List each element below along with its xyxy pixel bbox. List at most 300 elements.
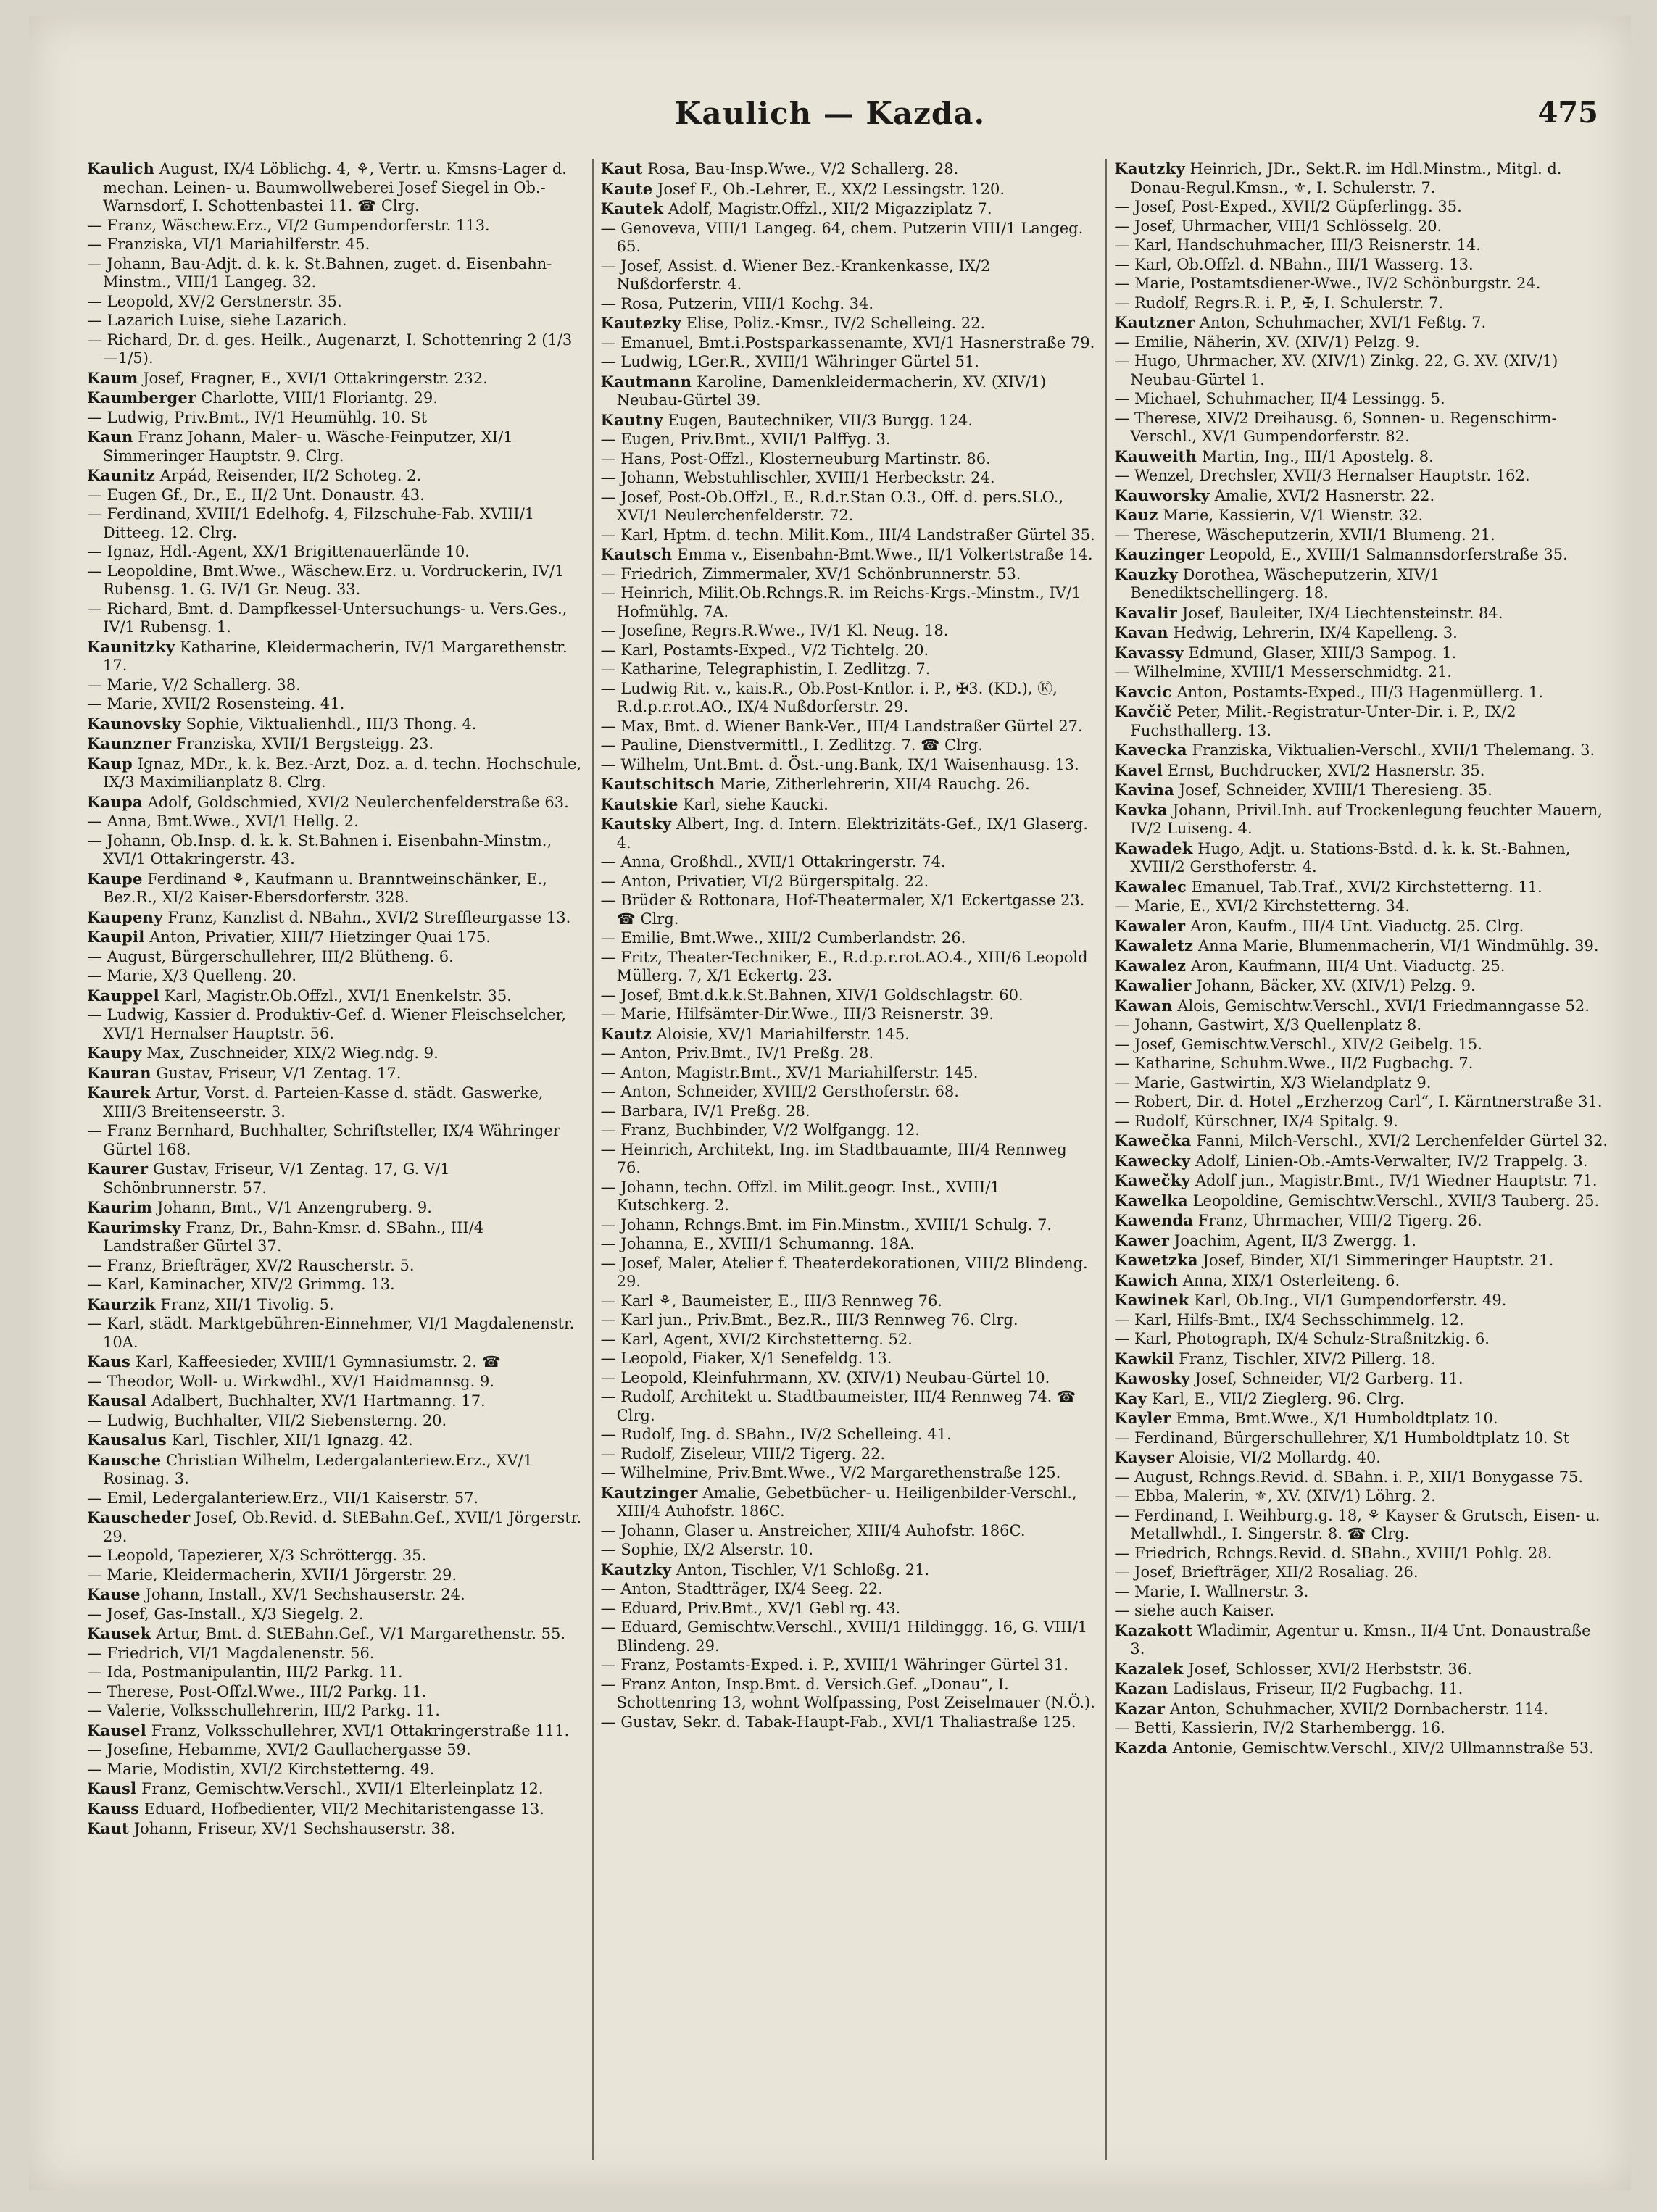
entry-surname: Kaurim (87, 1198, 153, 1216)
directory-entry (87, 812, 582, 831)
directory-page (29, 16, 1631, 2190)
directory-entry (601, 986, 1096, 1005)
entry-surname: Kausl (87, 1779, 137, 1797)
entry-details: Aloisie, VI/2 Mollardg. 40. (1174, 1449, 1381, 1466)
entry-surname: Kause (87, 1585, 141, 1603)
directory-entry (1114, 957, 1609, 976)
entry-details: — Karl, Ob.Offzl. d. NBahn., III/1 Wasserg. 13. (1114, 255, 1474, 273)
entry-details: Emma, Bmt.Wwe., X/1 Humboldtplatz 10. (1171, 1410, 1498, 1427)
entry-details: Josef, Bauleiter, IX/4 Liechtensteinstr. 84. (1177, 604, 1503, 622)
entry-details: — Marie, Gastwirtin, X/3 Wielandplatz 9. (1114, 1073, 1432, 1092)
entry-details: Adalbert, Buchhalter, XV/1 Hartmanng. 17. (146, 1392, 486, 1410)
column-1 (87, 159, 582, 2160)
entry-surname: Kayler (1114, 1409, 1171, 1427)
directory-entry (1114, 294, 1609, 313)
entry-details: — Josef, Post-Exped., XVII/2 Güpferlingg. 35. (1114, 198, 1462, 215)
directory-entry (1114, 545, 1609, 565)
entry-details: Franziska, XVII/1 Bergsteigg. 23. (171, 735, 434, 752)
directory-entry (1114, 623, 1609, 643)
entry-details: Martin, Ing., III/1 Apostelg. 8. (1197, 447, 1434, 465)
entry-surname: Kavassy (1114, 643, 1184, 662)
page-header (29, 96, 1631, 139)
directory-entry (1114, 1719, 1609, 1738)
entry-details: Karl, Ob.Ing., VI/1 Gumpendorferstr. 49. (1189, 1292, 1507, 1309)
entry-surname: Kaute (600, 179, 653, 198)
entry-surname: Kautsky (600, 815, 672, 833)
entry-surname: Kausel (87, 1721, 147, 1739)
directory-entry (1114, 897, 1609, 916)
entry-details: — Wilhelmine, Priv.Bmt.Wwe., V/2 Margarethenstraße 125. (600, 1464, 1061, 1481)
entry-details: — Franz Anton, Insp.Bmt. d. Versich.Gef. „Donau“, I. Schottenring 13, wohnt Wolfpassing, Post Zeiselmauer (N.Ö.). (600, 1675, 1095, 1711)
entry-details: — Josef, Bmt.d.k.k.St.Bahnen, XIV/1 Goldschlagstr. 60. (600, 986, 1023, 1004)
entry-details: Johann, Install., XV/1 Sechshauserstr. 24. (140, 1586, 465, 1603)
entry-surname: Kawer (1114, 1231, 1170, 1250)
directory-entry (601, 1121, 1096, 1140)
directory-entry (1114, 1468, 1609, 1487)
directory-entry (601, 680, 1096, 717)
directory-entry (87, 1585, 582, 1605)
entry-details: — Max, Bmt. d. Wiener Bank-Ver., III/4 Landstraßer Gürtel 27. (600, 717, 1083, 735)
entry-surname: Kaurek (87, 1084, 151, 1102)
directory-entry (87, 1663, 582, 1682)
entry-details: — Josef, Post-Ob.Offzl., E., R.d.r.Stan O.3., Off. d. pers.SLO., XVI/1 Neulerchenfelderstr. 72. (600, 488, 1064, 524)
directory-entry (1114, 526, 1609, 545)
entry-details: — Josef, Gemischtw.Verschl., XIV/2 Geibelg. 15. (1114, 1035, 1482, 1053)
directory-entry (601, 220, 1096, 257)
entry-surname: Kavka (1114, 800, 1168, 819)
directory-entry (87, 1800, 582, 1819)
entry-details: Alois, Gemischtw.Verschl., XVI/1 Friedmanngasse 52. (1172, 997, 1590, 1015)
entry-details: — Katharine, Schuhm.Wwe., II/2 Fugbachg. 7. (1114, 1055, 1474, 1072)
directory-entry (1114, 1507, 1609, 1544)
entry-details: — Anton, Magistr.Bmt., XV/1 Mariahilferstr. 145. (600, 1063, 979, 1081)
entry-details: Aloisie, XV/1 Mariahilferstr. 145. (651, 1025, 910, 1043)
entry-surname: Kaupy (87, 1044, 142, 1062)
columns-container (87, 159, 1609, 2160)
directory-entry (1114, 1074, 1609, 1093)
entry-surname: Kauppel (87, 986, 159, 1005)
entry-surname: Kaurimsky (87, 1218, 181, 1236)
directory-entry (601, 584, 1096, 621)
entry-surname: Kaun (87, 428, 133, 446)
entry-details: — Fritz, Theater-Techniker, E., R.d.p.r.rot.AO.4., XIII/6 Leopold Müllerg. 7, X/1 Eckertg. 23. (600, 948, 1088, 984)
entry-details: Emanuel, Tab.Traf., XVI/2 Kirchstetterng. 11. (1187, 878, 1542, 896)
directory-entry (1114, 1231, 1609, 1251)
directory-entry (1114, 917, 1609, 936)
entry-details: Ernst, Buchdrucker, XVI/2 Hasnerstr. 35. (1163, 761, 1485, 779)
entry-details: Johann, Privil.Inh. auf Trockenlegung feuchter Mauern, IV/2 Luiseng. 4. (1130, 801, 1603, 837)
entry-details: — Rosa, Putzerin, VIII/1 Kochg. 34. (600, 294, 874, 312)
entry-surname: Kawečka (1114, 1131, 1192, 1149)
entry-details: — Karl, Hilfs-Bmt., IX/4 Sechsschimmelg. 12. (1114, 1310, 1464, 1329)
entry-details: — siehe auch Kaiser. (1114, 1602, 1275, 1619)
entry-details: Leopoldine, Gemischtw.Verschl., XVII/3 Tauberg. 25. (1187, 1192, 1600, 1210)
directory-entry (87, 948, 582, 967)
entry-details: Anton, Tischler, V/1 Schloßg. 21. (671, 1560, 930, 1579)
directory-entry (601, 314, 1096, 333)
directory-entry (87, 1779, 582, 1799)
entry-details: — Ebba, Malerin, ⚜, XV. (XIV/1) Löhrg. 2. (1114, 1487, 1436, 1505)
entry-details: — Rudolf, Ing. d. SBahn., IV/2 Schelleing. 41. (600, 1426, 952, 1443)
running-title: Kaulich — Kazda. (674, 96, 986, 131)
directory-entry (87, 1064, 582, 1084)
directory-entry (601, 1618, 1096, 1655)
entry-surname: Kawalez (1114, 956, 1187, 975)
entry-details: Eduard, Hofbedienter, VII/2 Mechitaristengasse 13. (139, 1800, 544, 1818)
directory-entry (87, 1276, 582, 1294)
directory-entry (87, 1489, 582, 1508)
directory-entry (601, 565, 1096, 584)
entry-details: — Marie, X/3 Quelleng. 20. (87, 967, 297, 984)
entry-details: Karl, Kaffeesieder, XVIII/1 Gymnasiumstr. 2. ☎ (130, 1353, 501, 1371)
entry-details: Antonie, Gemischtw.Verschl., XIV/2 Ullmannstraße 53. (1167, 1739, 1594, 1757)
entry-details: — Franz, Wäschew.Erz., VI/2 Gumpendorferstr. 113. (87, 216, 490, 234)
entry-details: — Heinrich, Architekt, Ing. im Stadtbauamte, III/4 Rennweg 76. (600, 1140, 1067, 1176)
entry-surname: Kawaler (1114, 916, 1186, 935)
directory-entry (601, 1580, 1096, 1599)
directory-entry (1114, 702, 1609, 740)
directory-entry (601, 1522, 1096, 1541)
entry-details: Josef, Schlosser, XVI/2 Herbststr. 36. (1183, 1660, 1472, 1678)
directory-entry (1114, 761, 1609, 781)
directory-entry (601, 736, 1096, 755)
entry-details: — Wilhelmine, XVIII/1 Messerschmidtg. 21. (1114, 663, 1453, 681)
entry-surname: Kauz (1114, 506, 1158, 524)
directory-entry (601, 1331, 1096, 1350)
entry-details: — Richard, Bmt. d. Dampfkessel-Untersuchungs- u. Vers.Ges., IV/1 Rubensg. 1. (87, 599, 568, 636)
directory-entry (87, 1392, 582, 1411)
entry-details: — Richard, Dr. d. ges. Heilk., Augenarzt, I. Schottenring 2 (1/3—1/5). (87, 330, 573, 367)
directory-entry (1114, 1131, 1609, 1151)
entry-details: Heinrich, JDr., Sekt.R. im Hdl.Minstm., Mitgl. d. Donau-Regul.Kmsn., ⚜, I. Schulerstr. 7. (1130, 160, 1562, 196)
entry-details: — Franz, Postamts-Exped. i. P., XVIII/1 Währinger Gürtel 31. (600, 1656, 1068, 1673)
entry-details: Albert, Ing. d. Intern. Elektrizitäts-Gef., IX/1 Glaserg. 4. (616, 815, 1088, 852)
entry-details: Franz, Dr., Bahn-Kmsr. d. SBahn., III/4 Landstraßer Gürtel 37. (103, 1218, 484, 1255)
entry-details: — Pauline, Dienstvermittl., I. Zedlitzg. 7. ☎ Clrg. (600, 736, 983, 754)
directory-entry (1114, 1369, 1609, 1389)
directory-entry (87, 1218, 582, 1256)
directory-entry (601, 411, 1096, 431)
entry-details: — Anton, Stadtträger, IX/4 Seeg. 22. (600, 1580, 883, 1597)
entry-details: — Karl jun., Priv.Bmt., Bez.R., III/3 Rennweg 76. Clrg. (600, 1311, 1018, 1329)
directory-entry (1114, 1055, 1609, 1073)
directory-entry (87, 638, 582, 675)
entry-details: — August, Rchngs.Revid. d. SBahn. i. P., XII/1 Bonygasse 75. (1114, 1468, 1584, 1486)
entry-details: Eugen, Bautechniker, VII/3 Burgg. 124. (663, 411, 973, 429)
entry-details: — Marie, XVII/2 Rosensteing. 41. (87, 695, 345, 712)
directory-entry (601, 1311, 1096, 1330)
directory-entry (1114, 1271, 1609, 1291)
directory-entry (87, 754, 582, 792)
entry-details: August, IX/4 Löblichg. 4, ⚘, Vertr. u. Kmsns-Lager d. mechan. Leinen- u. Baumwollweberei Josef Siegel in Ob.-Warnsdorf, I. Schottenbastei 11. ☎ Clrg. (103, 160, 567, 215)
entry-details: Karoline, Damenkleidermacherin, XV. (XIV/1) Neubau-Gürtel 39. (616, 373, 1047, 409)
entry-details: Franz, Uhrmacher, VIII/2 Tigerg. 26. (1193, 1212, 1482, 1229)
entry-details: — Emil, Ledergalanteriew.Erz., VII/1 Kaiserstr. 57. (87, 1489, 479, 1507)
entry-surname: Kazalek (1114, 1659, 1184, 1678)
column-2 (592, 159, 1096, 2160)
entry-details: — Hugo, Uhrmacher, XV. (XIV/1) Zinkg. 22, G. XV. (XIV/1) Neubau-Gürtel 1. (1114, 352, 1558, 388)
entry-details: — Theodor, Woll- u. Wirkwdhl., XV/1 Haidmannsg. 9. (87, 1372, 495, 1390)
entry-surname: Kaus (87, 1352, 131, 1371)
directory-entry (601, 795, 1096, 815)
directory-entry (87, 312, 582, 330)
entry-surname: Kauran (87, 1063, 151, 1082)
entry-details: Johann, Bäcker, XV. (XIV/1) Pelzg. 9. (1191, 977, 1476, 994)
entry-details: — Ludwig, Kassier d. Produktiv-Gef. d. Wiener Fleischselcher, XVI/1 Hernalser Hauptstr. 56. (87, 1006, 567, 1042)
entry-details: Karl, siehe Kaucki. (678, 795, 828, 813)
directory-entry (1114, 1171, 1609, 1191)
entry-details: — Franz, Briefträger, XV/2 Rauscherstr. 5. (87, 1256, 415, 1274)
entry-details: — Leopold, Kleinfuhrmann, XV. (XIV/1) Neubau-Gürtel 10. (600, 1368, 1050, 1386)
entry-surname: Kaumberger (87, 388, 196, 407)
directory-entry (87, 1451, 582, 1489)
entry-surname: Kautskie (600, 794, 678, 813)
entry-surname: Kawetzka (1114, 1251, 1198, 1269)
entry-details: — Johann, Rchngs.Bmt. im Fin.Minstm., XVIII/1 Schulg. 7. (600, 1215, 1052, 1234)
entry-surname: Kawkil (1114, 1349, 1174, 1368)
entry-details: Karl, E., VII/2 Zieglerg. 96. Clrg. (1147, 1389, 1405, 1408)
entry-details: Fanni, Milch-Verschl., XVI/2 Lerchenfelder Gürtel 32. (1191, 1132, 1608, 1149)
directory-entry (1114, 1093, 1609, 1112)
entry-surname: Kausek (87, 1624, 151, 1642)
entry-details: — Ignaz, Hdl.-Agent, XX/1 Brigittenauerlände 10. (87, 543, 470, 560)
entry-details: — Marie, V/2 Schallerg. 38. (87, 675, 301, 694)
entry-details: — Rudolf, Kürschner, IX/4 Spitalg. 9. (1114, 1112, 1398, 1130)
entry-details: — Johann, Webstuhlischler, XVIII/1 Herbeckstr. 24. (600, 469, 995, 486)
entry-details: — Leopold, Tapezierer, X/3 Schröttergg. 35. (87, 1547, 427, 1564)
directory-entry (601, 756, 1096, 775)
directory-entry (87, 1044, 582, 1063)
entry-details: Gustav, Friseur, V/1 Zentag. 17. (151, 1064, 402, 1082)
entry-details: Adolf jun., Magistr.Bmt., IV/1 Wiedner Hauptstr. 71. (1190, 1172, 1598, 1189)
entry-details: — Emanuel, Bmt.i.Postsparkassenamte, XVI/1 Hasnerstraße 79. (600, 333, 1095, 352)
entry-details: — Karl, Photograph, IX/4 Schulz-Straßnitzkig. 6. (1114, 1330, 1490, 1347)
directory-entry (601, 1484, 1096, 1521)
entry-surname: Kaupa (87, 792, 143, 811)
page-number: 475 (1537, 96, 1598, 130)
directory-entry (1114, 1036, 1609, 1055)
directory-entry (1114, 198, 1609, 217)
directory-entry (601, 545, 1096, 565)
entry-details: — Ludwig Rit. v., kais.R., Ob.Post-Kntlor. i. P., ✠3. (KD.), Ⓚ, R.d.p.r.rot.AO., IX/4 Nußdorferstr. 29. (600, 679, 1058, 715)
directory-entry (1114, 486, 1609, 506)
directory-entry (87, 600, 582, 637)
entry-details: — Johann, Glaser u. Anstreicher, XIII/4 Auhofstr. 186C. (600, 1521, 1026, 1539)
entry-details: — Marie, Postamtsdiener-Wwe., IV/2 Schönburgstr. 24. (1114, 275, 1541, 292)
directory-entry (87, 1084, 582, 1121)
entry-details: Rosa, Bau-Insp.Wwe., V/2 Schallerg. 28. (642, 160, 959, 178)
directory-entry (601, 1235, 1096, 1254)
directory-entry (601, 1656, 1096, 1675)
entry-surname: Kaunitzky (87, 637, 175, 656)
directory-entry (87, 1160, 582, 1197)
entry-details: Franziska, Viktualien-Verschl., XVII/1 Thelemang. 3. (1187, 741, 1595, 759)
entry-details: — August, Bürgerschullehrer, III/2 Blütheng. 6. (87, 947, 454, 965)
directory-entry (87, 1645, 582, 1663)
directory-entry (1114, 1409, 1609, 1429)
directory-entry (601, 1600, 1096, 1618)
directory-entry (1114, 1739, 1609, 1758)
entry-details: — Marie, Hilfsämter-Dir.Wwe., III/3 Reisnerstr. 39. (600, 1005, 994, 1023)
entry-surname: Kawinek (1114, 1291, 1189, 1309)
entry-surname: Kaupeny (87, 907, 163, 926)
entry-details: Anton, Privatier, XIII/7 Hietzinger Quai 175. (144, 928, 491, 946)
entry-details: — Genoveva, VIII/1 Langeg. 64, chem. Putzerin VIII/1 Langeg. 65. (600, 219, 1084, 255)
entry-surname: Kawenda (1114, 1211, 1194, 1229)
entry-details: — Ludwig, Priv.Bmt., IV/1 Heumühlg. 10. St (87, 408, 428, 426)
directory-entry (601, 775, 1096, 794)
directory-entry (1114, 236, 1609, 255)
directory-entry (87, 543, 582, 562)
entry-details: Joachim, Agent, II/3 Zwergg. 1. (1169, 1231, 1417, 1250)
entry-details: Emma v., Eisenbahn-Bmt.Wwe., II/1 Volkertstraße 14. (672, 546, 1093, 563)
entry-details: — Ludwig, Buchhalter, VII/2 Siebensterng. 20. (87, 1411, 447, 1429)
entry-details: Amalie, XVI/2 Hasnerstr. 22. (1209, 486, 1435, 504)
entry-details: — Johann, techn. Offzl. im Milit.geogr. Inst., XVIII/1 Kutschkerg. 2. (600, 1178, 1000, 1214)
directory-entry (601, 450, 1096, 469)
directory-entry (87, 1683, 582, 1702)
directory-entry (1114, 1487, 1609, 1506)
entry-details: Hugo, Adjt. u. Stations-Bstd. d. k. k. St.-Bahnen, XVIII/2 Gersthoferstr. 4. (1130, 839, 1571, 876)
entry-details: — Leopold, Fiaker, X/1 Senefeldg. 13. (600, 1350, 892, 1367)
directory-entry (1114, 1113, 1609, 1131)
directory-entry (601, 891, 1096, 928)
directory-entry (87, 1760, 582, 1779)
entry-surname: Kazda (1114, 1738, 1168, 1757)
directory-entry (87, 1198, 582, 1218)
directory-entry (87, 1741, 582, 1760)
entry-details: — Karl, Handschuhmacher, III/3 Reisnerstr. 14. (1114, 236, 1481, 254)
entry-details: Anna Marie, Blumenmacherin, VI/1 Windmühlg. 39. (1193, 937, 1599, 955)
entry-details: — Betti, Kassierin, IV/2 Starhembergg. 16. (1114, 1719, 1445, 1737)
entry-details: — Emilie, Bmt.Wwe., XIII/2 Cumberlandstr. 26. (600, 929, 966, 947)
entry-details: Adolf, Linien-Ob.-Amts-Verwalter, IV/2 Trappelg. 3. (1190, 1152, 1588, 1170)
entry-details: Wladimir, Agentur u. Kmsn., II/4 Unt. Donaustraße 3. (1130, 1621, 1591, 1658)
entry-details: — Rudolf, Ziseleur, VIII/2 Tigerg. 22. (600, 1444, 886, 1463)
directory-entry (601, 1292, 1096, 1311)
directory-entry (601, 373, 1096, 410)
entry-details: — Ludwig, LGer.R., XVIII/1 Währinger Gürtel 51. (600, 353, 979, 370)
entry-surname: Kawaletz (1114, 936, 1194, 955)
entry-surname: Kautezky (600, 314, 681, 332)
directory-entry (87, 369, 582, 388)
entry-details: Elise, Poliz.-Kmsr., IV/2 Schelleing. 22. (681, 315, 986, 332)
entry-details: Josef, Ob.Revid. d. StEBahn.Gef., XVII/1 Jörgerstr. 29. (103, 1509, 582, 1545)
entry-details: Josef, Fragner, E., XVI/1 Ottakringerstr. 232. (138, 369, 488, 387)
directory-entry (87, 676, 582, 695)
directory-entry (601, 873, 1096, 891)
entry-details: — Barbara, IV/1 Preßg. 28. (600, 1102, 810, 1120)
entry-details: — Anton, Priv.Bmt., IV/1 Preßg. 28. (600, 1044, 874, 1062)
entry-details: Franz, Kanzlist d. NBahn., XVI/2 Streffleurgasse 13. (162, 908, 571, 926)
directory-entry (87, 1721, 582, 1741)
entry-details: — Eduard, Gemischtw.Verschl., XVIII/1 Hildinggg. 16, G. VIII/1 Blindeng. 29. (600, 1618, 1088, 1655)
directory-entry (601, 431, 1096, 449)
directory-entry (601, 526, 1096, 545)
directory-entry (1114, 1660, 1609, 1679)
entry-surname: Kaulich (87, 159, 155, 178)
entry-surname: Kazan (1114, 1679, 1168, 1697)
entry-surname: Kausalus (87, 1431, 167, 1449)
directory-entry (601, 1141, 1096, 1178)
entry-details: Franz, Volksschullehrer, XVI/1 Ottakringerstraße 111. (146, 1721, 570, 1739)
directory-entry (601, 199, 1096, 219)
entry-surname: Kavina (1114, 781, 1175, 799)
directory-entry (1114, 506, 1609, 525)
directory-entry (601, 1560, 1096, 1580)
entry-surname: Kaurer (87, 1160, 149, 1178)
entry-details: — Gustav, Sekr. d. Tabak-Haupt-Fab., XVI/1 Thaliastraße 125. (600, 1713, 1076, 1731)
directory-entry (1114, 275, 1609, 294)
directory-entry (601, 660, 1096, 679)
entry-details: Josef, Schneider, XVIII/1 Theresieng. 35. (1174, 781, 1492, 799)
entry-details: — Eugen, Priv.Bmt., XVII/1 Palffyg. 3. (600, 431, 891, 448)
directory-entry (1114, 1389, 1609, 1409)
entry-surname: Kawadek (1114, 839, 1193, 857)
entry-details: Amalie, Gebetbücher- u. Heiligenbilder-Verschl., XIII/4 Auhofstr. 186C. (616, 1484, 1077, 1520)
entry-details: — Josef, Uhrmacher, VIII/1 Schlösselg. 20. (1114, 217, 1442, 235)
directory-entry (601, 180, 1096, 199)
directory-entry (1114, 1311, 1609, 1330)
directory-entry (1114, 565, 1609, 603)
directory-entry (601, 1044, 1096, 1063)
entry-details: Artur, Vorst. d. Parteien-Kasse d. städt. Gaswerke, XIII/3 Breitenseerstr. 3. (103, 1084, 544, 1120)
directory-entry (601, 1369, 1096, 1388)
entry-surname: Kaupil (87, 928, 145, 946)
entry-details: — Wilhelm, Unt.Bmt. d. Öst.-ung.Bank, IX/1 Waisenhausg. 13. (600, 755, 1079, 773)
directory-entry (601, 334, 1096, 353)
entry-details: Franz, XII/1 Tivolig. 5. (155, 1295, 334, 1313)
directory-entry (1114, 1152, 1609, 1171)
entry-details: Johann, Friseur, XV/1 Sechshauserstr. 38. (129, 1820, 455, 1837)
entry-details: — Therese, Wäscheputzerin, XVII/1 Blumeng. 21. (1114, 525, 1495, 544)
directory-entry (601, 1676, 1096, 1713)
entry-details: — Ida, Postmanipulantin, III/2 Parkg. 11. (87, 1663, 403, 1681)
entry-details: — Karl, Agent, XVI/2 Kirchstetterng. 52. (600, 1330, 913, 1348)
directory-entry (1114, 409, 1609, 446)
entry-details: — Marie, I. Wallnerstr. 3. (1114, 1582, 1309, 1600)
entry-details: — Franz, Buchbinder, V/2 Wolfgangg. 12. (600, 1121, 920, 1139)
entry-surname: Kawečky (1114, 1171, 1191, 1189)
entry-surname: Kautsch (600, 545, 673, 563)
directory-entry (87, 1122, 582, 1159)
entry-details: — Karl, Postamts-Exped., V/2 Tichtelg. 20. (600, 641, 929, 659)
directory-entry (87, 1819, 582, 1839)
entry-details: Anton, Schuhmacher, XVI/1 Feßtg. 7. (1195, 314, 1487, 331)
directory-entry (87, 832, 582, 869)
entry-details: Ladislaus, Friseur, II/2 Fugbachg. 11. (1168, 1680, 1463, 1697)
entry-details: Max, Zuschneider, XIX/2 Wieg.ndg. 9. (141, 1044, 439, 1062)
entry-details: Hedwig, Lehrerin, IX/4 Kapelleng. 3. (1168, 624, 1458, 641)
entry-surname: Kawan (1114, 996, 1173, 1015)
entry-details: Karl, Magistr.Ob.Offzl., XVI/1 Enenkelstr. 35. (159, 986, 512, 1005)
directory-entry (87, 1373, 582, 1392)
entry-surname: Kautzinger (600, 1483, 698, 1502)
directory-entry (601, 622, 1096, 641)
directory-entry (601, 929, 1096, 948)
directory-entry (87, 409, 582, 428)
entry-surname: Kautz (600, 1024, 652, 1043)
entry-surname: Kazakott (1114, 1621, 1193, 1639)
entry-details: Josef F., Ob.-Lehrer, E., XX/2 Lessingstr. 120. (652, 180, 1005, 198)
entry-details: — Sophie, IX/2 Alserstr. 10. (600, 1541, 814, 1558)
entry-details: — Wenzel, Drechsler, XVII/3 Hernalser Hauptstr. 162. (1114, 467, 1530, 484)
directory-entry (601, 1216, 1096, 1235)
entry-details: — Josef, Maler, Atelier f. Theaterdekorationen, VIII/2 Blindeng. 29. (600, 1254, 1088, 1290)
directory-entry (87, 1006, 582, 1043)
entry-surname: Kautzner (1114, 313, 1195, 331)
directory-entry (87, 486, 582, 505)
